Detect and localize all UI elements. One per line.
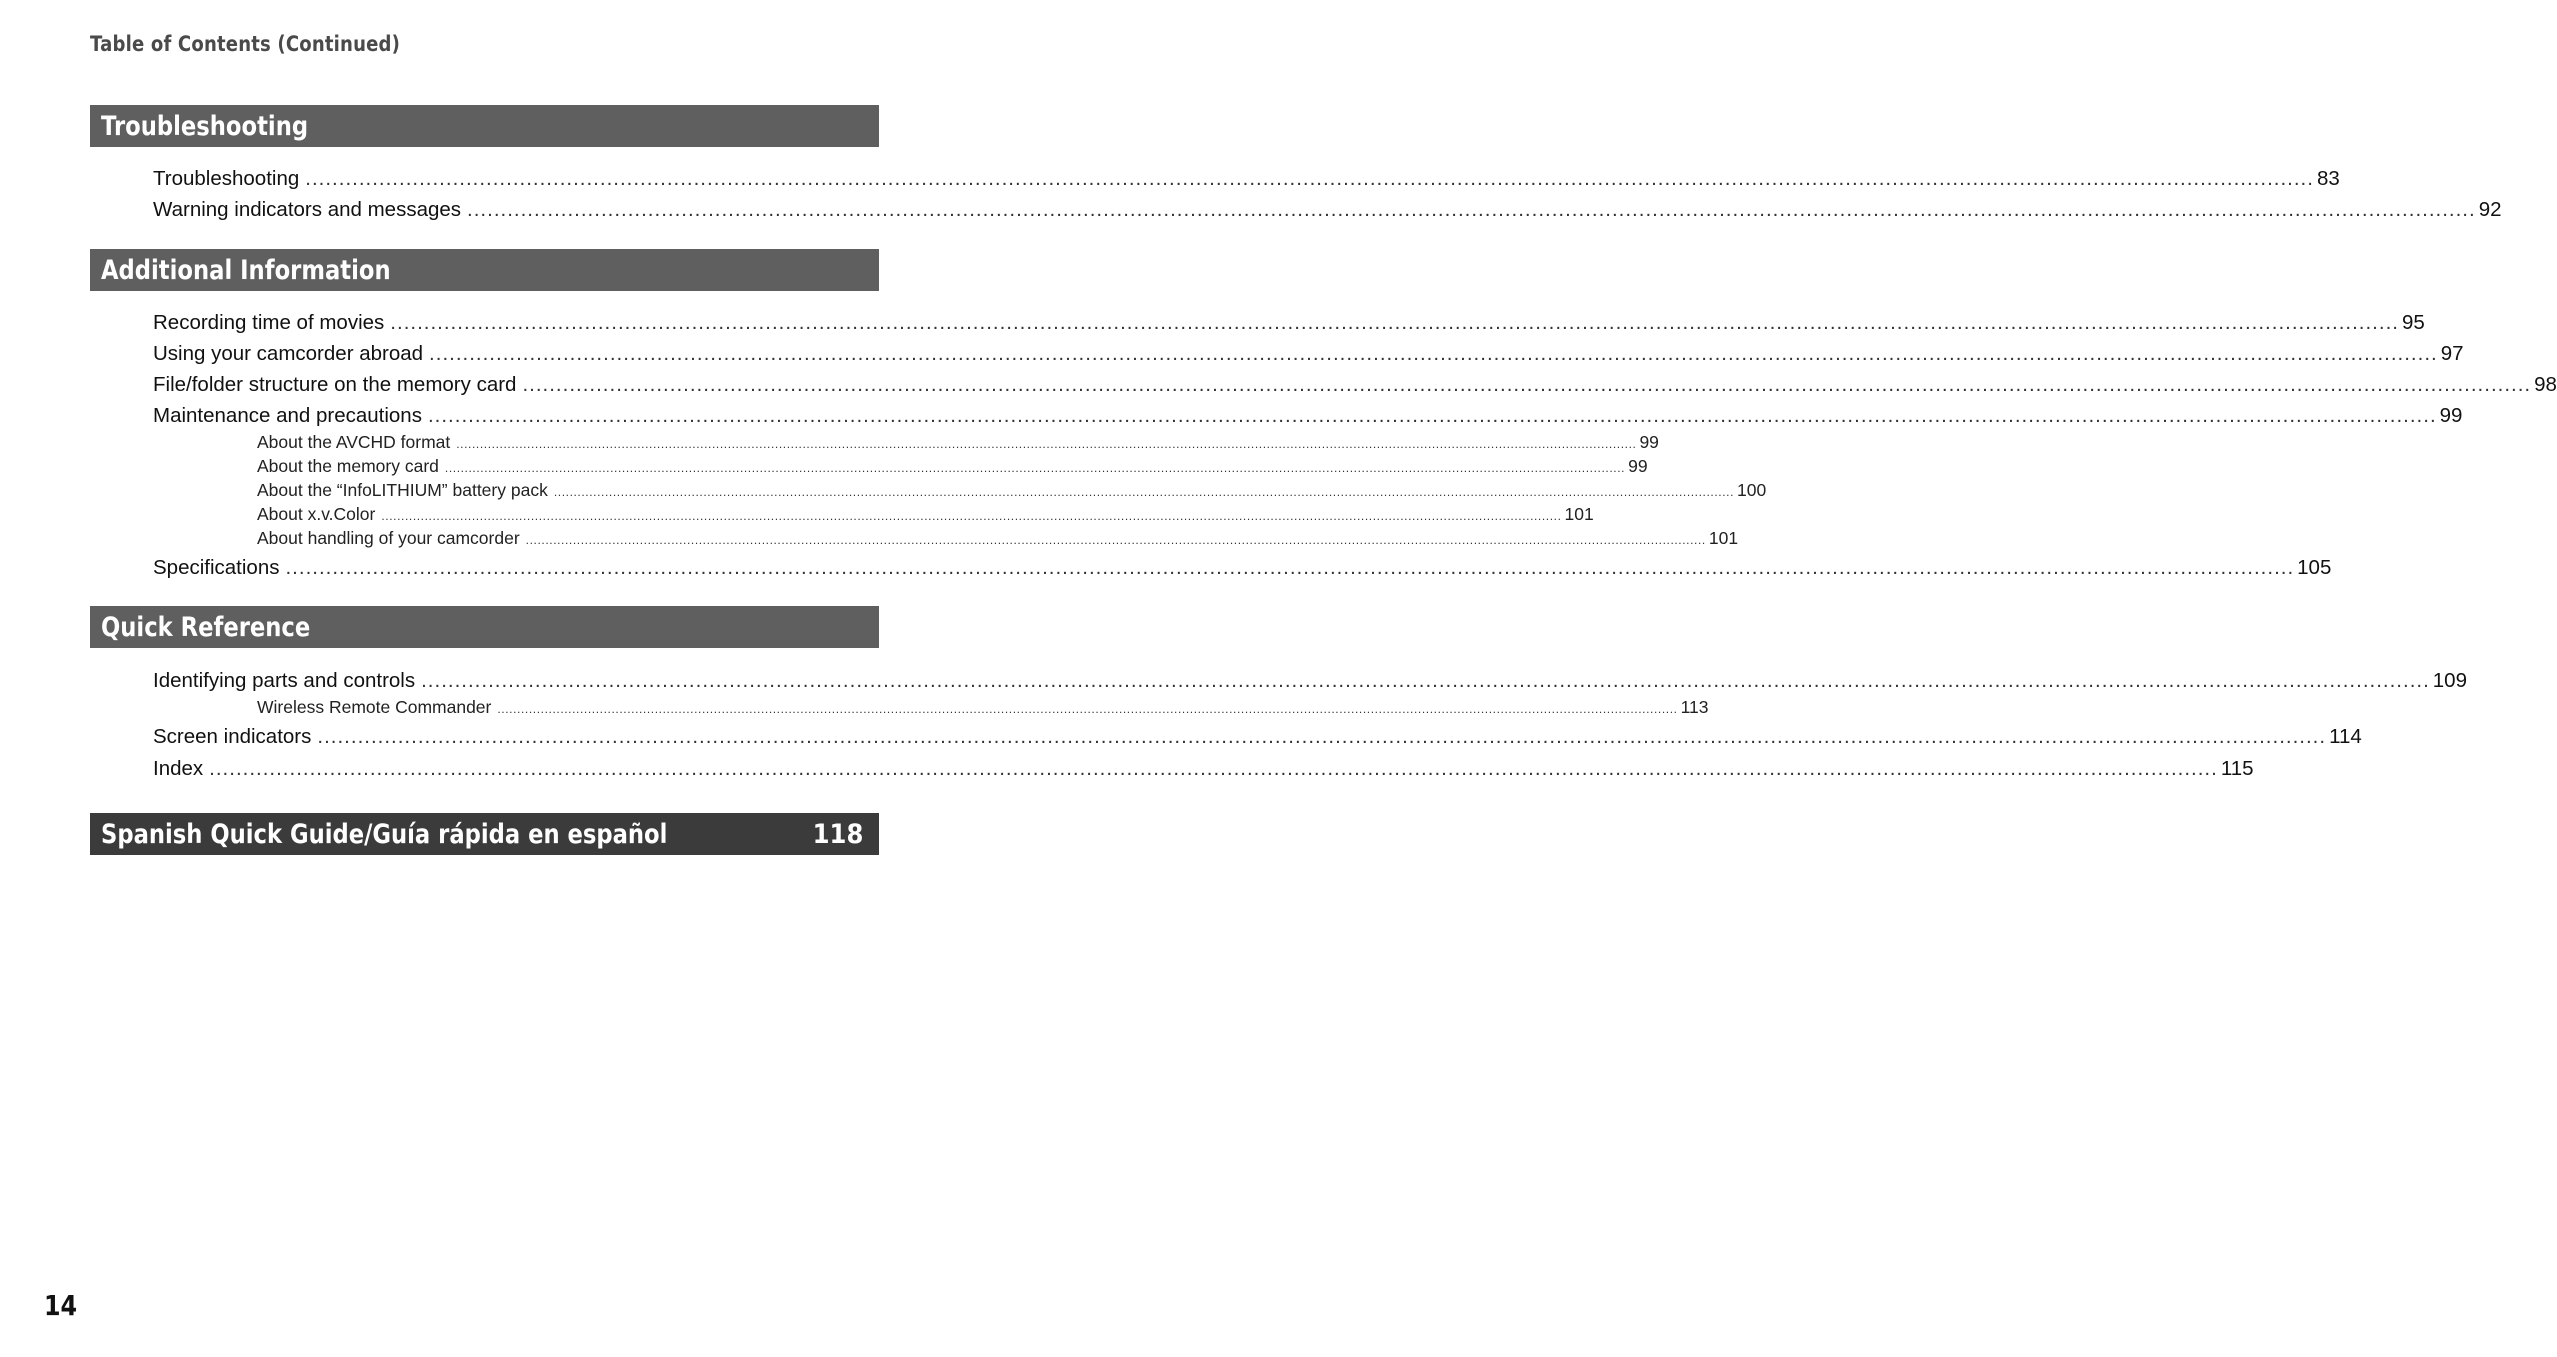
dot-leader: ............................................................................................................................................................................................................................................................................................................	[444, 461, 1626, 475]
toc-entry-page: 95	[2401, 311, 2425, 334]
toc-entry[interactable]	[153, 669, 2467, 695]
toc-entry-page: 101	[1708, 528, 1739, 548]
dot-leader: ............................................................................................................................................................................................................................................................................................................	[467, 198, 2476, 221]
dot-leader: ............................................................................................................................................................................................................................................................................................................	[317, 725, 2327, 748]
toc-entry[interactable]	[153, 556, 2332, 582]
toc-subentry[interactable]	[257, 480, 1767, 502]
toc-entry-title: About x.v.Color	[257, 504, 376, 524]
running-head: Table of Contents (Continued)	[90, 32, 401, 56]
toc-subentry[interactable]	[257, 528, 1739, 550]
section-header-quick-reference	[90, 606, 879, 648]
dot-leader: ............................................................................................................................................................................................................................................................................................................	[427, 404, 2437, 427]
toc-entry-page: 99	[1639, 432, 1659, 452]
toc-entry-page: 99	[1628, 456, 1648, 476]
toc-entry-page: 109	[2432, 669, 2467, 692]
dot-leader: ............................................................................................................................................................................................................................................................................................................	[522, 373, 2532, 396]
dot-leader: ............................................................................................................................................................................................................................................................................................................	[429, 342, 2438, 365]
toc-entry-title: Troubleshooting	[153, 167, 300, 190]
toc-entry[interactable]	[153, 757, 2254, 783]
dot-leader: ............................................................................................................................................................................................................................................................................................................	[381, 509, 1562, 523]
toc-entry-page: 113	[1680, 697, 1709, 717]
toc-entry-title: About the memory card	[257, 456, 439, 476]
toc-entry-title: Warning indicators and messages	[153, 198, 462, 221]
toc-entry-title: Identifying parts and controls	[153, 669, 416, 692]
toc-subentry[interactable]	[257, 504, 1594, 526]
toc-entry-page: 114	[2329, 725, 2362, 748]
section-header-troubleshooting	[90, 105, 879, 147]
toc-entry-page: 105	[2297, 556, 2332, 579]
toc-entry[interactable]	[153, 198, 2502, 224]
dot-leader: ............................................................................................................................................................................................................................................................................................................	[421, 669, 2430, 692]
toc-entry[interactable]	[153, 167, 2340, 193]
dot-leader: ............................................................................................................................................................................................................................................................................................................	[497, 702, 1678, 716]
toc-entry-title: About the “InfoLITHIUM” battery pack	[257, 480, 548, 500]
page-number: 14	[44, 1289, 78, 1322]
toc-subentry[interactable]	[257, 432, 1659, 454]
toc-entry-title: Index	[153, 757, 204, 780]
toc-entry-title: Using your camcorder abroad	[153, 342, 424, 365]
toc-entry[interactable]	[153, 342, 2464, 368]
section-title: Quick Reference	[101, 611, 311, 643]
toc-entry-title: Specifications	[153, 556, 280, 579]
toc-entry-page: 101	[1564, 504, 1594, 524]
section-page: 118	[812, 818, 863, 850]
toc-entry-title: Recording time of movies	[153, 311, 385, 334]
dot-leader: ............................................................................................................................................................................................................................................................................................................	[456, 437, 1637, 451]
toc-entry-title: Wireless Remote Commander	[257, 697, 492, 717]
section-title: Spanish Quick Guide/Guía rápida en español	[101, 818, 668, 850]
section-title: Troubleshooting	[101, 110, 309, 142]
toc-entry[interactable]	[153, 404, 2463, 430]
section-title: Additional Information	[101, 254, 391, 286]
toc-entry-title: About the AVCHD format	[257, 432, 451, 452]
toc-subentry[interactable]	[257, 697, 1709, 719]
toc-entry[interactable]	[153, 725, 2362, 751]
toc-entry-page: 97	[2440, 342, 2464, 365]
toc-entry-page: 100	[1737, 480, 1767, 500]
dot-leader: ............................................................................................................................................................................................................................................................................................................	[390, 311, 2399, 334]
toc-entry-title: Maintenance and precautions	[153, 404, 422, 427]
toc-entry[interactable]	[153, 373, 2557, 399]
toc-subentry[interactable]	[257, 456, 1648, 478]
toc-entry-title: Screen indicators	[153, 725, 312, 748]
toc-entry-page: 92	[2478, 198, 2502, 221]
toc-entry-title: About handling of your camcorder	[257, 528, 520, 548]
toc-entry-title: File/folder structure on the memory card	[153, 373, 517, 396]
section-header-spanish-guide[interactable]	[90, 813, 879, 855]
dot-leader: ............................................................................................................................................................................................................................................................................................................	[305, 167, 2314, 190]
dot-leader: ............................................................................................................................................................................................................................................................................................................	[553, 485, 1735, 499]
toc-entry-page: 99	[2439, 404, 2463, 427]
toc-entry-page: 98	[2534, 373, 2557, 396]
dot-leader: ............................................................................................................................................................................................................................................................................................................	[209, 757, 2218, 780]
dot-leader: ............................................................................................................................................................................................................................................................................................................	[285, 556, 2295, 579]
toc-entry[interactable]	[153, 311, 2425, 337]
section-header-additional-information	[90, 249, 879, 291]
toc-entry-page: 115	[2220, 757, 2254, 780]
dot-leader: ............................................................................................................................................................................................................................................................................................................	[525, 533, 1706, 547]
toc-entry-page: 83	[2316, 167, 2340, 190]
